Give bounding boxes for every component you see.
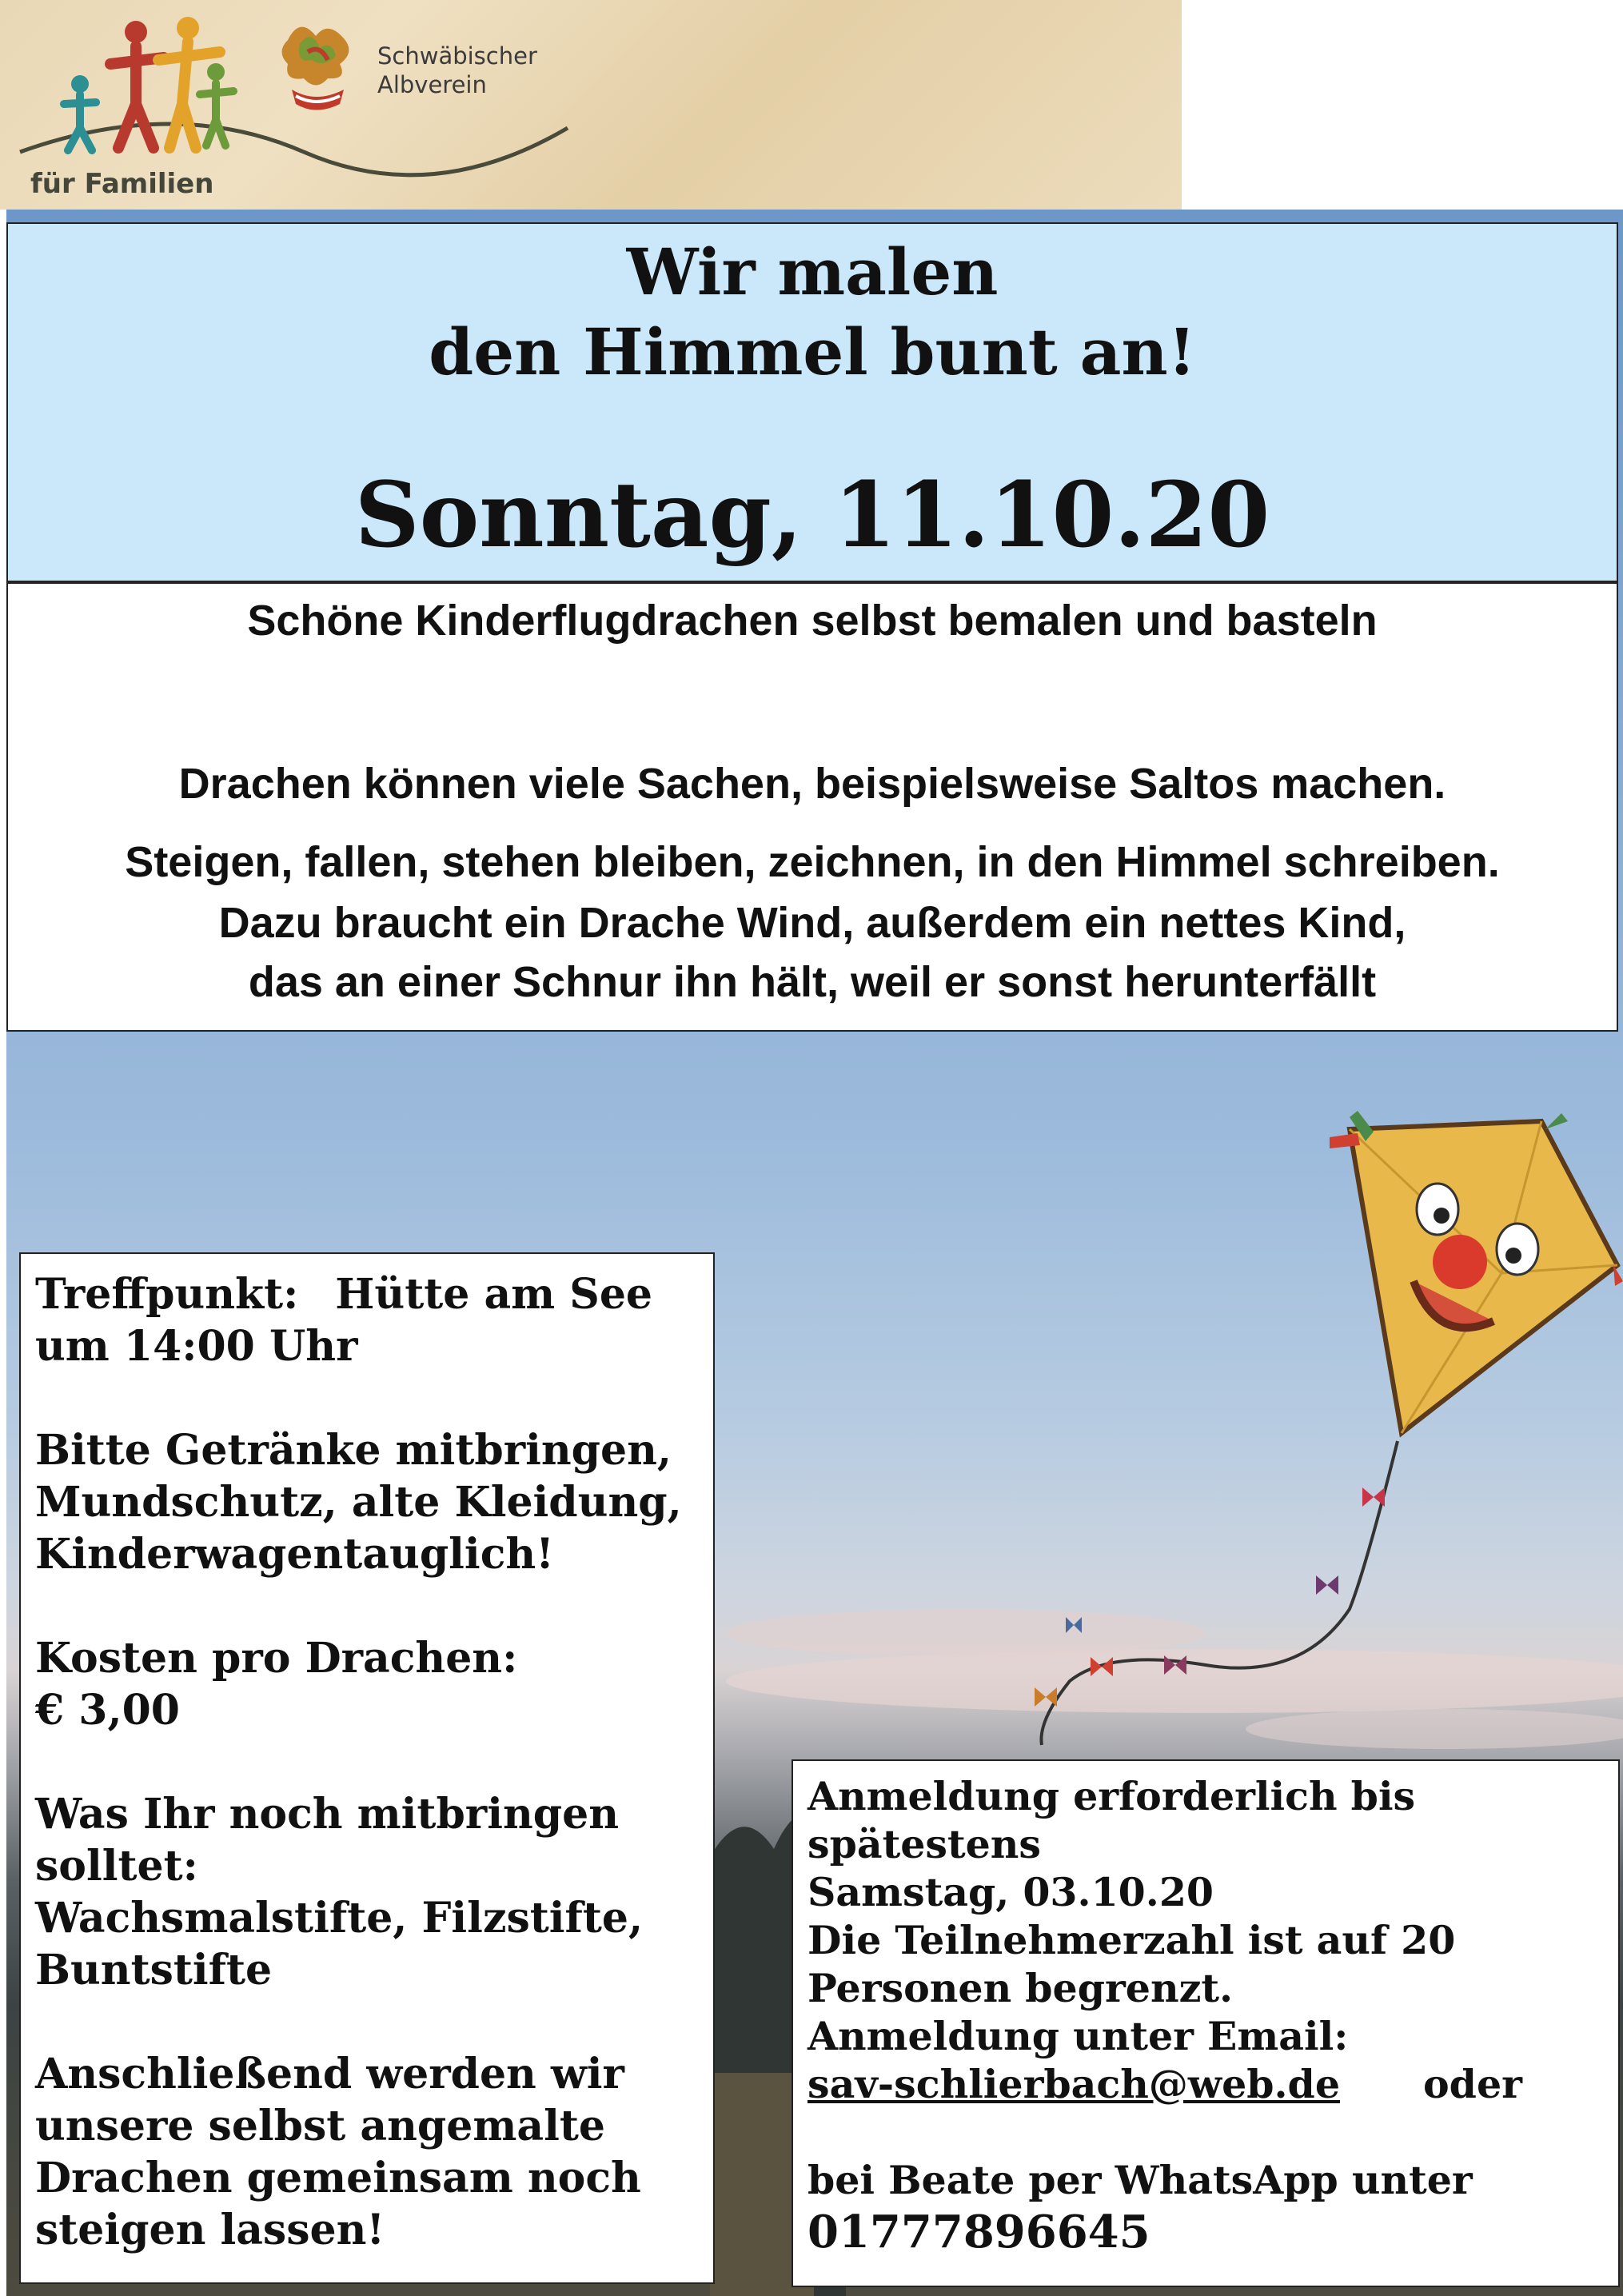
email-link[interactable]: sav-schlierbach@web.de — [808, 2061, 1340, 2107]
closing-line-2: unsere selbst angemalte — [35, 2102, 605, 2150]
reg-deadline: Samstag, 03.10.20 — [808, 1869, 1214, 1915]
closing-line-4: steigen lassen! — [35, 2206, 385, 2254]
albverein-line2: Albverein — [377, 71, 487, 98]
bring-line-2: Mundschutz, alte Kleidung, — [35, 1478, 682, 1527]
phone-number: 01777896645 — [808, 2206, 1150, 2258]
whatsapp-text: bei Beate per WhatsApp unter — [808, 2157, 1473, 2203]
title-line-2: den Himmel bunt an! — [429, 314, 1196, 389]
meeting-point — [35, 1268, 713, 1320]
meeting-label: Treffpunkt: — [35, 1270, 299, 1319]
meeting-time: um 14:00 Uhr — [35, 1322, 358, 1371]
supplies-line-1: Was Ihr noch mitbringen — [35, 1790, 620, 1839]
poem-box — [6, 582, 1618, 1032]
title-box — [6, 222, 1618, 582]
title-line-1: Wir malen — [626, 234, 999, 309]
albverein-leaf-logo-icon — [272, 16, 360, 120]
meeting-place: Hütte am See — [335, 1270, 652, 1319]
albverein-line1: Schwäbischer — [377, 42, 537, 70]
email-row — [808, 2060, 1618, 2108]
cost-label: Kosten pro Drachen: — [35, 1634, 518, 1683]
closing-line-1: Anschließend werden wir — [35, 2050, 624, 2098]
reg-line-4: Die Teilnehmerzahl ist auf 20 — [808, 1917, 1456, 1963]
supplies-line-2: solltet: — [35, 1842, 198, 1891]
reg-line-2: spätestens — [808, 1821, 1042, 1867]
clown-kite-icon — [1330, 1111, 1623, 1433]
bring-line-1: Bitte Getränke mitbringen, — [35, 1426, 672, 1475]
poem-line-3: Dazu braucht ein Drache Wind, außerdem ein nettes Kind, — [218, 899, 1406, 947]
subtitle: Schöne Kinderflugdrachen selbst bemalen und basteln — [247, 597, 1378, 645]
closing-line-3: Drachen gemeinsam noch — [35, 2154, 641, 2202]
poem-line-4: das an einer Schnur ihn hält, weil er sonst herunterfällt — [248, 958, 1377, 1006]
registration-box — [792, 1759, 1620, 2287]
reg-line-6: Anmeldung unter Email: — [808, 2013, 1349, 2059]
info-box — [19, 1252, 715, 2284]
reg-line-1: Anmeldung erforderlich bis — [808, 1773, 1416, 1819]
header-band — [0, 0, 1182, 210]
cost-value: € 3,00 — [35, 1686, 180, 1735]
supplies-line-4: Buntstifte — [35, 1946, 273, 1995]
reg-line-5: Personen begrenzt. — [808, 1965, 1234, 2011]
event-date: Sonntag, 11.10.20 — [354, 463, 1270, 568]
family-logo-text: für Familien — [30, 168, 214, 200]
albverein-logo-text — [377, 42, 537, 99]
or-text: oder — [1423, 2061, 1522, 2107]
supplies-line-3: Wachsmalstifte, Filzstifte, — [35, 1894, 644, 1943]
bring-line-3: Kinderwagentauglich! — [35, 1530, 554, 1579]
poem-line-2: Steigen, fallen, stehen bleiben, zeichnen, in den Himmel schreiben. — [125, 838, 1500, 886]
poem-line-1: Drachen können viele Sachen, beispielsweise Saltos machen. — [178, 760, 1446, 808]
